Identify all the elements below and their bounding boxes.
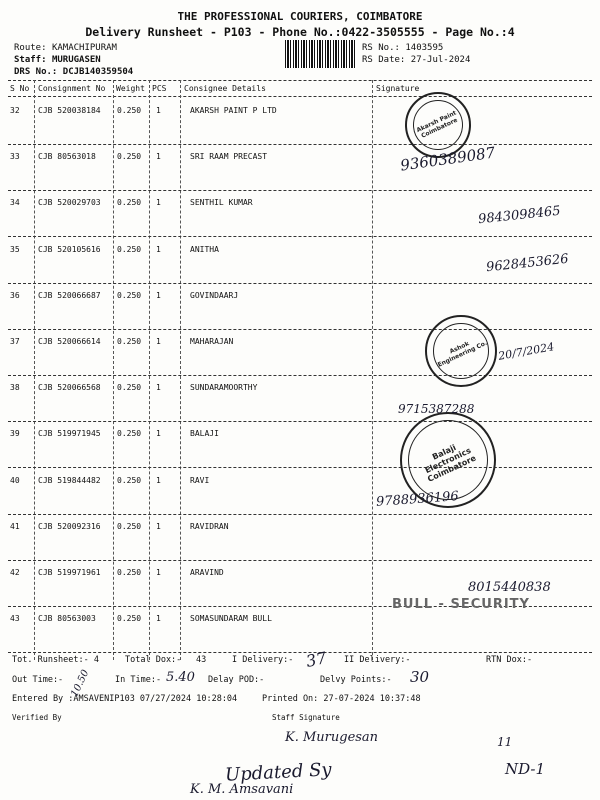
cell-sno: 42 (10, 568, 20, 577)
stamp-text: Akarsh Paint Coimbatore (415, 109, 459, 140)
handwritten-phone: 9715387288 (398, 402, 475, 416)
cell-consignee: BALAJI (190, 429, 219, 439)
cell-weight: 0.250 (117, 383, 142, 393)
rtn-dox-label: RTN Dox:- (486, 655, 533, 665)
tot-runsheet: Tot. Runsheet:- 4 (12, 655, 99, 665)
cell-consignment: CJB 520029703 (38, 198, 101, 208)
handwritten-phone: 9788936196 (375, 489, 460, 510)
handwritten-updated: Updated Sy (224, 759, 333, 786)
rs-date-label: RS Date: (362, 55, 406, 65)
table-header-rule (8, 96, 592, 97)
staff-label: Staff: (14, 55, 47, 65)
handwritten-amsavani: K. M. Amsavani (190, 782, 294, 797)
drs-line (14, 66, 133, 78)
row-rule (8, 329, 592, 330)
table-row (8, 100, 592, 146)
col-consignee: Consignee Details (184, 84, 266, 93)
cell-weight: 0.250 (117, 244, 142, 254)
cell-pcs: 1 (156, 337, 161, 346)
cell-consignee: SENTHIL KUMAR (190, 198, 253, 208)
cell-pcs: 1 (156, 521, 161, 531)
drs-value: DCJB140359504 (62, 67, 134, 77)
bull-security-stamp: BULL - SECURITY (392, 597, 530, 612)
cell-sno: 34 (10, 198, 20, 208)
route-line (14, 42, 117, 54)
cell-pcs: 1 (156, 244, 161, 254)
cell-pcs: 1 (156, 383, 161, 393)
row-rule (8, 560, 592, 561)
delvy-points-label: Delvy Points:- (320, 675, 392, 685)
handwritten-phone: 9628453626 (485, 251, 570, 276)
cell-consignment: CJB 519971961 (38, 568, 101, 577)
row-rule (8, 283, 592, 284)
cell-consignment: CJB 520105616 (38, 244, 101, 254)
handwritten-nd: ND-1 (505, 760, 546, 778)
col-signature: Signature (376, 84, 420, 93)
handwritten-delvy-points: 30 (410, 668, 430, 686)
cell-pcs: 1 (156, 290, 161, 300)
route-label: Route: (14, 43, 47, 53)
cell-weight: 0.250 (117, 429, 142, 439)
handwritten-date: 20/7/2024 (497, 340, 556, 363)
handwritten-out-time: 10.50 (69, 668, 92, 699)
row-rule (8, 236, 592, 237)
total-dox-label: Total Dox:- (125, 655, 182, 665)
cell-weight: 0.250 (117, 152, 142, 162)
cell-weight: 0.250 (117, 521, 142, 531)
drs-label: DRS No.: (14, 67, 58, 77)
handwritten-i-delivery: 37 (304, 648, 329, 671)
cell-pcs: 1 (156, 198, 161, 208)
cell-consignment: CJB 520066568 (38, 383, 101, 393)
cell-weight: 0.250 (117, 614, 142, 624)
row-rule (8, 144, 592, 145)
delay-pod-label: Delay POD:- (208, 675, 265, 685)
table-top-rule (8, 80, 592, 81)
i-delivery-label: I Delivery:- (232, 655, 294, 665)
cell-sno: 35 (10, 244, 20, 254)
cell-consignee: ARAVIND (190, 568, 224, 577)
cell-weight: 0.250 (117, 198, 142, 208)
cell-consignment: CJB 520066614 (38, 337, 101, 346)
ii-delivery-label: II Delivery:- (344, 655, 411, 665)
table-row (8, 423, 592, 469)
rs-no-label: RS No.: (362, 43, 400, 53)
cell-pcs: 1 (156, 429, 161, 439)
cell-consignee: GOVINDAARJ (190, 290, 239, 300)
col-consignment: Consignment No (38, 84, 106, 93)
cell-consignee: RAVI (190, 475, 210, 485)
row-rule (8, 514, 592, 515)
stamp-text: Ashok Engineering Co. (436, 339, 489, 369)
cell-consignment: CJB 519971945 (38, 429, 101, 439)
row-rule (8, 652, 592, 653)
cell-consignee: ANITHA (190, 244, 219, 254)
cell-sno: 37 (10, 337, 20, 346)
cell-weight: 0.250 (117, 475, 142, 485)
engineering-stamp (425, 315, 497, 387)
cell-consignee: SOMASUNDARAM BULL (190, 614, 272, 624)
staff-line (14, 54, 101, 66)
cell-consignment: CJB 520066687 (38, 290, 101, 300)
cell-sno: 41 (10, 521, 20, 531)
table-row (8, 608, 592, 654)
cell-weight: 0.250 (117, 337, 142, 346)
cell-consignment: CJB 519844482 (38, 475, 101, 485)
col-weight: Weight (116, 84, 145, 93)
document-subtitle: Delivery Runsheet - P103 - Phone No.:0422-3505555 - Page No.:4 (85, 25, 515, 39)
rs-date-value: 27-Jul-2024 (410, 55, 471, 65)
row-rule (8, 375, 592, 376)
verified-by: Verified By (12, 713, 62, 722)
cell-sno: 39 (10, 429, 20, 439)
cell-weight: 0.250 (117, 568, 142, 577)
cell-sno: 32 (10, 106, 20, 115)
printed-on: Printed On: 27-07-2024 10:37:48 (262, 694, 421, 704)
col-pcs: PCS (152, 84, 167, 93)
entered-by: Entered By :AMSAVENIP103 07/27/2024 10:28:04 (12, 694, 238, 704)
document-title: THE PROFESSIONAL COURIERS, COIMBATORE (177, 10, 423, 23)
cell-sno: 40 (10, 475, 20, 485)
barcode (285, 40, 357, 68)
cell-consignee: RAVIDRAN (190, 521, 229, 531)
total-dox-value: 43 (196, 655, 207, 665)
handwritten-phone: 9843098465 (477, 203, 562, 228)
out-time-label: Out Time:- (12, 675, 64, 685)
table-row (8, 470, 592, 516)
table-row (8, 377, 592, 423)
in-time-label: In Time:- (115, 675, 162, 685)
cell-sno: 38 (10, 383, 20, 393)
col-sno: S No (10, 84, 30, 93)
handwritten-staff-name: K. Murugesan (285, 730, 379, 745)
cell-consignment: CJB 520038184 (38, 106, 101, 115)
staff-signature-label: Staff Signature (272, 713, 340, 722)
cell-weight: 0.250 (117, 106, 142, 115)
route-value: KAMACHIPURAM (51, 43, 117, 53)
table-row (8, 516, 592, 562)
handwritten-in-time: 5.40 (166, 670, 195, 685)
cell-sno: 43 (10, 614, 20, 624)
rs-no-line (362, 42, 443, 54)
cell-consignment: CJB 80563003 (38, 614, 96, 624)
cell-consignment: CJB 520092316 (38, 521, 101, 531)
cell-pcs: 1 (156, 568, 161, 577)
row-rule (8, 421, 592, 422)
cell-consignee: SRI RAAM PRECAST (190, 152, 268, 162)
cell-consignee: AKARSH PAINT P LTD (190, 106, 277, 115)
row-rule (8, 190, 592, 191)
handwritten-phone: 9360389087 (399, 143, 497, 175)
table-row (8, 285, 592, 331)
cell-consignee: SUNDARAMOORTHY (190, 383, 258, 393)
rs-date-line (362, 54, 470, 66)
stamp-text: Balaji Electronics Coimbatore (423, 442, 478, 484)
cell-sno: 33 (10, 152, 20, 162)
cell-consignee: MAHARAJAN (190, 337, 234, 346)
handwritten-phone: 8015440838 (468, 580, 551, 595)
cell-pcs: 1 (156, 475, 161, 485)
table-row (8, 146, 592, 192)
cell-consignment: CJB 80563018 (38, 152, 96, 162)
row-rule (8, 467, 592, 468)
cell-pcs: 1 (156, 614, 161, 624)
cell-pcs: 1 (156, 106, 161, 115)
rs-no-value: 1403595 (405, 43, 444, 53)
cell-pcs: 1 (156, 152, 161, 162)
cell-sno: 36 (10, 290, 20, 300)
cell-weight: 0.250 (117, 290, 142, 300)
handwritten-eleven: 11 (497, 735, 513, 749)
staff-value: MURUGASEN (51, 55, 101, 65)
